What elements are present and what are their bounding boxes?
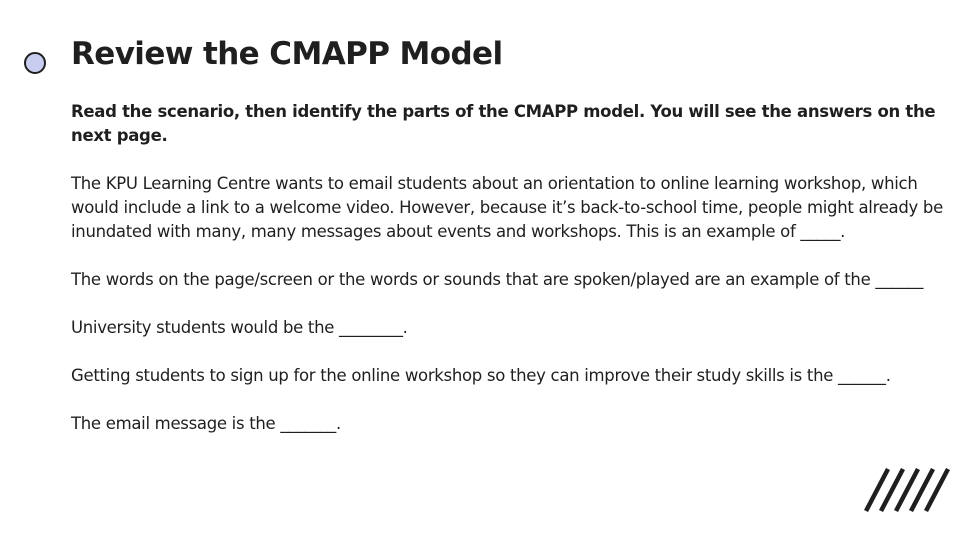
scenario-text: The KPU Learning Centre wants to email students about an orientation to online learning workshop, which would include a link to a welcome video. However, because it’s back-to-school time, people might already be inundated with many, many messages about events and workshops. This is an example of _____.	[71, 174, 943, 241]
slide-title: Review the CMAPP Model	[71, 36, 503, 72]
question-message: The words on the page/screen or the words or sounds that are spoken/played are an example of the ______	[71, 270, 924, 289]
question-audience: University students would be the ________.	[71, 318, 408, 337]
instructions-text: Read the scenario, then identify the parts of the CMAPP model. You will see the answers on the next page.	[71, 102, 936, 145]
slide-content	[71, 100, 951, 460]
slash-lines-decoration	[862, 466, 952, 514]
title-bullet-circle	[24, 52, 46, 74]
question-purpose: Getting students to sign up for the online workshop so they can improve their study skills is the ______.	[71, 366, 891, 385]
question-product: The email message is the _______.	[71, 414, 341, 433]
